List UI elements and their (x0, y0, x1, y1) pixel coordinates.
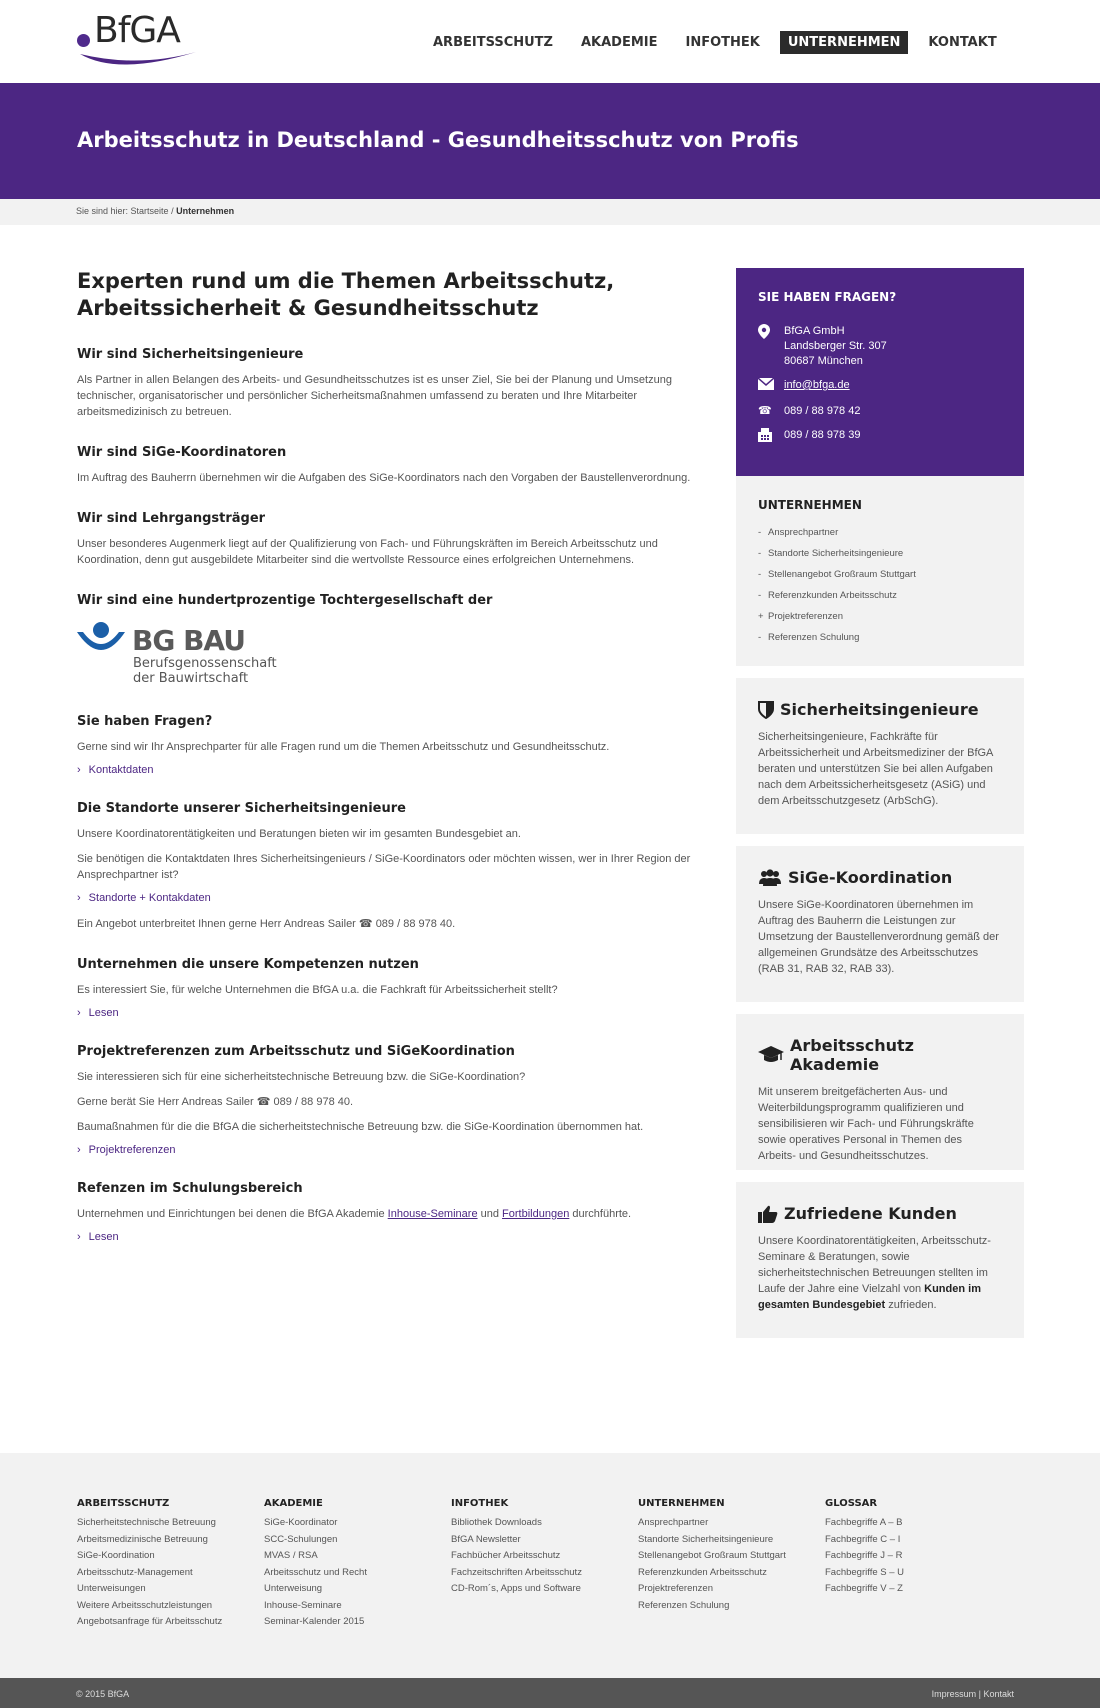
footer-link[interactable]: Weitere Arbeitsschutzleistungen (77, 1599, 213, 1611)
footer-link[interactable]: Arbeitsmedizinische Betreuung (77, 1533, 208, 1545)
unternehmen-nav-box (736, 476, 1024, 666)
nav-box-item[interactable] (758, 543, 1002, 564)
section-kompetenzen (77, 957, 697, 1019)
footer-link[interactable]: Referenzkunden Arbeitsschutz (638, 1566, 767, 1578)
footer-link[interactable]: Arbeitsschutz-Management (77, 1566, 193, 1578)
footer-link[interactable]: Sicherheitstechnische Betreuung (77, 1517, 216, 1528)
schulung-text-a: Unternehmen und Einrichtungen bei denen die BfGA Akademie (77, 1208, 385, 1220)
nav-box-item-label: Referenzkunden Arbeitsschutz (768, 590, 897, 601)
nav-box-item[interactable] (758, 564, 1002, 585)
beratung-phone[interactable]: 089 / 88 978 40. (273, 1096, 354, 1108)
footer-link[interactable]: Unterweisung (264, 1583, 323, 1594)
footer-link[interactable]: Fachbegriffe S – U (825, 1566, 905, 1578)
nav-unternehmen[interactable]: UNTERNEHMEN (780, 31, 909, 54)
contact-fax-row (758, 428, 1002, 447)
contact-company: BfGA GmbH (784, 325, 845, 337)
lesen-link[interactable]: › Lesen (77, 1231, 697, 1243)
footer-col-title: INFOTHEK (451, 1498, 509, 1509)
contact-email-row (758, 378, 1002, 395)
footer-link[interactable]: Referenzen Schulung (638, 1599, 730, 1611)
breadcrumb-prefix: Sie sind hier: (76, 206, 129, 216)
section-text: Unsere Koordinatorentätigkeiten und Beratungen bieten wir im gesamten Bundesgebiet an. (77, 828, 521, 840)
footer-col-arbeitsschutz (77, 1498, 262, 1631)
copyright: © 2015 BfGA (76, 1689, 130, 1699)
envelope-icon (758, 378, 784, 395)
contact-street: Landsberger Str. 307 (784, 340, 887, 352)
lesen-link[interactable]: › Lesen (77, 1007, 697, 1019)
nav-kontakt[interactable]: KONTAKT (928, 35, 997, 50)
footer-link[interactable]: SiGe-Koordination (77, 1550, 155, 1561)
nav-box-list (758, 522, 1002, 648)
section-text: Sie benötigen die Kontaktdaten Ihres Sicherheitsingenieurs / SiGe-Koordinators oder möchten wissen, wer in Ihrer Region der Ansprechpartner ist? (77, 853, 691, 881)
graduation-cap-icon (758, 1046, 784, 1064)
feature-title[interactable] (758, 868, 1002, 887)
bfga-logo[interactable] (76, 10, 201, 68)
feature-title-text: SiGe-Koordination (788, 868, 953, 887)
section-title: Unternehmen die unsere Kompetenzen nutzen (77, 957, 419, 972)
section-tochtergesellschaft (77, 593, 697, 686)
nav-infothek[interactable]: INFOTHEK (685, 35, 760, 50)
footer-link[interactable]: Bibliothek Downloads (451, 1517, 542, 1528)
kontaktdaten-link[interactable]: › Kontaktdaten (77, 764, 697, 776)
breadcrumb-separator: / (171, 206, 174, 216)
footer-link[interactable]: Fachbegriffe A – B (825, 1517, 903, 1528)
kontakt-link[interactable]: Kontakt (983, 1689, 1014, 1699)
legal-divider: | (978, 1689, 981, 1699)
section-title: Sie haben Fragen? (77, 714, 213, 729)
phone-icon: ☎ (358, 918, 373, 930)
section-standorte (77, 801, 697, 932)
bg-bau-mark-icon (77, 620, 125, 660)
feature-sige-koordination (736, 846, 1024, 1002)
footer-link[interactable]: SiGe-Koordinator (264, 1517, 338, 1528)
feature-text (758, 1233, 1002, 1313)
section-text (77, 916, 697, 932)
footer-col-title: AKADEMIE (264, 1498, 323, 1509)
section-text: Unser besonderes Augenmerk liegt auf der Qualifizierung von Fach- und Führungskräften im Bereich Arbeitsschutz und Koordination, denn gut ausgebildete Mitarbeiter sind die wertvollste Ressource eines erfolgreichen Unternehmens. (77, 538, 658, 566)
sidebar (736, 268, 1024, 1338)
footer-col-akademie (264, 1498, 449, 1631)
section-text: Sie interessieren sich für eine sicherheitstechnische Betreuung bzw. die SiGe-Koordination? (77, 1071, 526, 1083)
section-text: Als Partner in allen Belangen des Arbeits- und Gesundheitsschutzes ist es unser Ziel, Sie bei der Planung und Umsetzung technischer, organisatorischer und persönlicher Sicherheitsmaßnahmen umfassend zu beraten und Ihre Mitarbeiter arbeitsmedizinisch zu betreuen. (77, 374, 672, 418)
feature-text-bold: Kunden im gesamten Bundesgebiet (758, 1283, 981, 1311)
contact-fax: 089 / 88 978 39 (784, 429, 861, 441)
contact-email-link[interactable]: info@bfga.de (784, 379, 850, 391)
nav-akademie[interactable]: AKADEMIE (580, 35, 658, 50)
breadcrumb (0, 199, 1100, 225)
hero-title: Arbeitsschutz in Deutschland - Gesundheitsschutz von Profis (77, 128, 799, 152)
footer-link[interactable]: SCC-Schulungen (264, 1533, 338, 1545)
footer-link[interactable]: CD-Rom´s, Apps und Software (451, 1583, 581, 1594)
footer-link[interactable]: Projektreferenzen (638, 1583, 713, 1594)
angebot-text: Ein Angebot unterbreitet Ihnen gerne Herr Andreas Sailer (77, 918, 356, 930)
footer-link[interactable]: MVAS / RSA (264, 1550, 318, 1561)
list-marker: - (758, 569, 762, 580)
nav-box-item-label: Standorte Sicherheitsingenieure (768, 548, 904, 559)
footer-link[interactable]: Inhouse-Seminare (264, 1599, 342, 1611)
phone-icon: ☎ (758, 405, 772, 417)
breadcrumb-home[interactable]: Startseite (130, 206, 169, 216)
feature-title-text: Arbeitsschutz Akademie (790, 1036, 914, 1074)
feature-title[interactable] (758, 1204, 1002, 1223)
contact-title: SIE HABEN FRAGEN? (758, 290, 897, 304)
section-sicherheitsingenieure (77, 347, 697, 420)
inhouse-seminare-link[interactable]: Inhouse-Seminare (387, 1208, 478, 1220)
list-marker: - (758, 590, 762, 601)
map-marker-icon (758, 324, 784, 369)
thumbs-up-icon (758, 1205, 778, 1223)
footer-link[interactable]: Ansprechpartner (638, 1517, 709, 1528)
footer-link[interactable]: Fachbegriffe V – Z (825, 1583, 903, 1594)
feature-title-text: Zufriedene Kunden (784, 1204, 957, 1223)
nav-box-title: UNTERNEHMEN (758, 498, 862, 512)
feature-text-b: zufrieden. (888, 1299, 937, 1311)
section-text: Im Auftrag des Bauherrn übernehmen wir die Aufgaben des SiGe-Koordinators nach den Vorgaben der Baustellenverordnung. (77, 472, 691, 484)
projektreferenzen-link[interactable]: › Projektreferenzen (77, 1144, 697, 1156)
angebot-phone[interactable]: 089 / 88 978 40. (375, 918, 456, 930)
feature-title[interactable] (758, 1036, 1002, 1074)
section-text (77, 1094, 697, 1110)
section-fragen (77, 714, 697, 776)
footer-link[interactable]: Stellenangebot Großraum Stuttgart (638, 1550, 786, 1561)
nav-box-item-label: Ansprechpartner (768, 527, 839, 538)
bg-bau-line2: der Bauwirtschaft (133, 671, 249, 686)
section-title: Wir sind eine hundertprozentige Tochtergesellschaft der (77, 593, 493, 608)
footer-col-unternehmen (638, 1498, 823, 1614)
section-text: Gerne sind wir Ihr Ansprechparter für alle Fragen rund um die Themen Arbeitsschutz und Gesundheitsschutz. (77, 741, 610, 753)
footer-col-glossar (825, 1498, 1010, 1598)
footer-col-title: GLOSSAR (825, 1498, 878, 1509)
impressum-link[interactable]: Impressum (931, 1689, 977, 1699)
footer-col-title: UNTERNEHMEN (638, 1498, 725, 1509)
contact-city: 80687 München (784, 355, 863, 367)
contact-box (736, 268, 1024, 476)
main-nav (425, 31, 1017, 54)
footer-link[interactable]: Fachbegriffe J – R (825, 1550, 903, 1561)
section-projektreferenzen (77, 1044, 697, 1156)
list-marker: - (758, 527, 762, 538)
standorte-link[interactable]: › Standorte + Kontakdaten (77, 892, 697, 904)
section-title: Die Standorte unserer Sicherheitsingenieure (77, 801, 406, 816)
nav-box-item[interactable] (758, 522, 1002, 543)
footer-link[interactable]: Arbeitsschutz und Recht (264, 1566, 367, 1578)
group-icon (758, 869, 782, 887)
footer-col-title: ARBEITSSCHUTZ (77, 1498, 170, 1509)
feature-text: Sicherheitsingenieure, Fachkräfte für Arbeitssicherheit und Arbeitsmediziner der BfGA beraten und unterstützen Sie bei allen Aufgaben nach dem Arbeitssicherheitsgesetz (ASiG) und dem Arbeitsschutzgesetz (ArbSchG). (758, 731, 993, 807)
section-schulungsreferenzen (77, 1181, 697, 1243)
page-heading: Experten rund um die Themen Arbeitsschutz, Arbeitssicherheit & Gesundheitsschutz (77, 269, 615, 320)
section-title: Wir sind SiGe-Koordinatoren (77, 445, 287, 460)
nav-box-item-label: Referenzen Schulung (768, 632, 860, 643)
phone-icon: ☎ (256, 1096, 271, 1108)
feature-text: Unsere SiGe-Koordinatoren übernehmen im Auftrag des Bauherrn die Leistungen zur Umsetzung der Baustellenverordnung gemäß der allgemeinen Grundsätze des Arbeitsschutzes (RAB 31, RAB 32, RAB 33). (758, 899, 999, 975)
logo-text: BfGA (94, 10, 180, 51)
feature-zufriedene-kunden (736, 1182, 1024, 1338)
nav-box-item-label: Projektreferenzen (768, 611, 843, 622)
section-text: Baumaßnahmen für die die BfGA die sicherheitstechnische Betreuung bzw. die SiGe-Koordination übernommen hat. (77, 1121, 644, 1133)
section-title: Refenzen im Schulungsbereich (77, 1181, 303, 1196)
footer-link[interactable]: Seminar-Kalender 2015 (264, 1616, 365, 1627)
bg-bau-subtitle (133, 656, 277, 686)
hero-banner (0, 83, 1100, 199)
feature-title[interactable] (758, 700, 1002, 719)
footer-link[interactable]: BfGA Newsletter (451, 1533, 521, 1545)
beratung-text: Gerne berät Sie Herr Andreas Sailer (77, 1096, 254, 1108)
site-footer (0, 1453, 1100, 1678)
bg-bau-name: BG BAU (132, 624, 245, 657)
section-sige-koordinatoren (77, 445, 697, 486)
section-title: Wir sind Sicherheitsingenieure (77, 347, 304, 362)
nav-arbeitsschutz[interactable]: ARBEITSSCHUTZ (433, 35, 553, 50)
contact-phone[interactable]: 089 / 88 978 42 (784, 405, 861, 417)
feature-sicherheitsingenieure (736, 678, 1024, 834)
feature-text-a: Unsere Koordinatorentätigkeiten, Arbeitsschutz-Seminare & Beratungen, sowie sicherheitstechnischen Betreuungen stellten im Laufe der Jahre eine Vielzahl von (758, 1235, 991, 1295)
feature-arbeitsschutz-akademie (736, 1014, 1024, 1170)
main-content (77, 268, 697, 1268)
section-title: Wir sind Lehrgangsträger (77, 511, 266, 526)
breadcrumb-current: Unternehmen (176, 206, 235, 216)
legal-links (932, 1689, 1014, 1699)
nav-box-item-label: Stellenangebot Großraum Stuttgart (768, 569, 916, 580)
feature-title-text: Sicherheitsingenieure (780, 700, 979, 719)
footer-link[interactable]: Fachzeitschriften Arbeitsschutz (451, 1566, 582, 1578)
fax-icon (758, 428, 784, 447)
bg-bau-line1: Berufsgenossenschaft (133, 656, 277, 671)
bg-bau-logo[interactable] (77, 620, 697, 686)
footer-link[interactable]: Fachbegriffe C – I (825, 1533, 901, 1545)
site-header (0, 0, 1100, 83)
footer-link[interactable]: Angebotsanfrage für Arbeitsschutz (77, 1616, 223, 1627)
section-lehrgangstraeger (77, 511, 697, 568)
footer-link[interactable]: Unterweisungen (77, 1583, 146, 1594)
section-title: Projektreferenzen zum Arbeitsschutz und SiGeKoordination (77, 1044, 515, 1059)
fortbildungen-link[interactable]: Fortbildungen (502, 1208, 570, 1220)
contact-address (758, 324, 1002, 369)
logo-swoosh-icon (78, 46, 198, 72)
list-marker: + (758, 611, 764, 622)
bottom-bar (0, 1678, 1100, 1708)
contact-phone-row (758, 404, 1002, 419)
footer-link[interactable]: Standorte Sicherheitsingenieure (638, 1533, 774, 1545)
list-marker: - (758, 548, 762, 559)
nav-box-item[interactable] (758, 606, 1002, 627)
schulung-text-b: und (480, 1208, 499, 1220)
nav-box-item[interactable] (758, 585, 1002, 606)
section-text: Es interessiert Sie, für welche Unternehmen die BfGA u.a. die Fachkraft für Arbeitssicherheit stellt? (77, 984, 558, 996)
shield-icon (758, 701, 774, 719)
feature-text: Mit unserem breitgefächerten Aus- und Weiterbildungsprogramm qualifizieren und sensibilisieren wir Fach- und Führungskräfte sowie operatives Personal in Themen des Arbeits- und Gesundheitsschutzes. (758, 1086, 974, 1162)
list-marker: - (758, 632, 762, 643)
footer-col-infothek (451, 1498, 636, 1598)
footer-link[interactable]: Fachbücher Arbeitsschutz (451, 1550, 561, 1561)
nav-box-item[interactable] (758, 627, 1002, 648)
section-text (77, 1206, 697, 1222)
schulung-text-c: durchführte. (572, 1208, 632, 1220)
